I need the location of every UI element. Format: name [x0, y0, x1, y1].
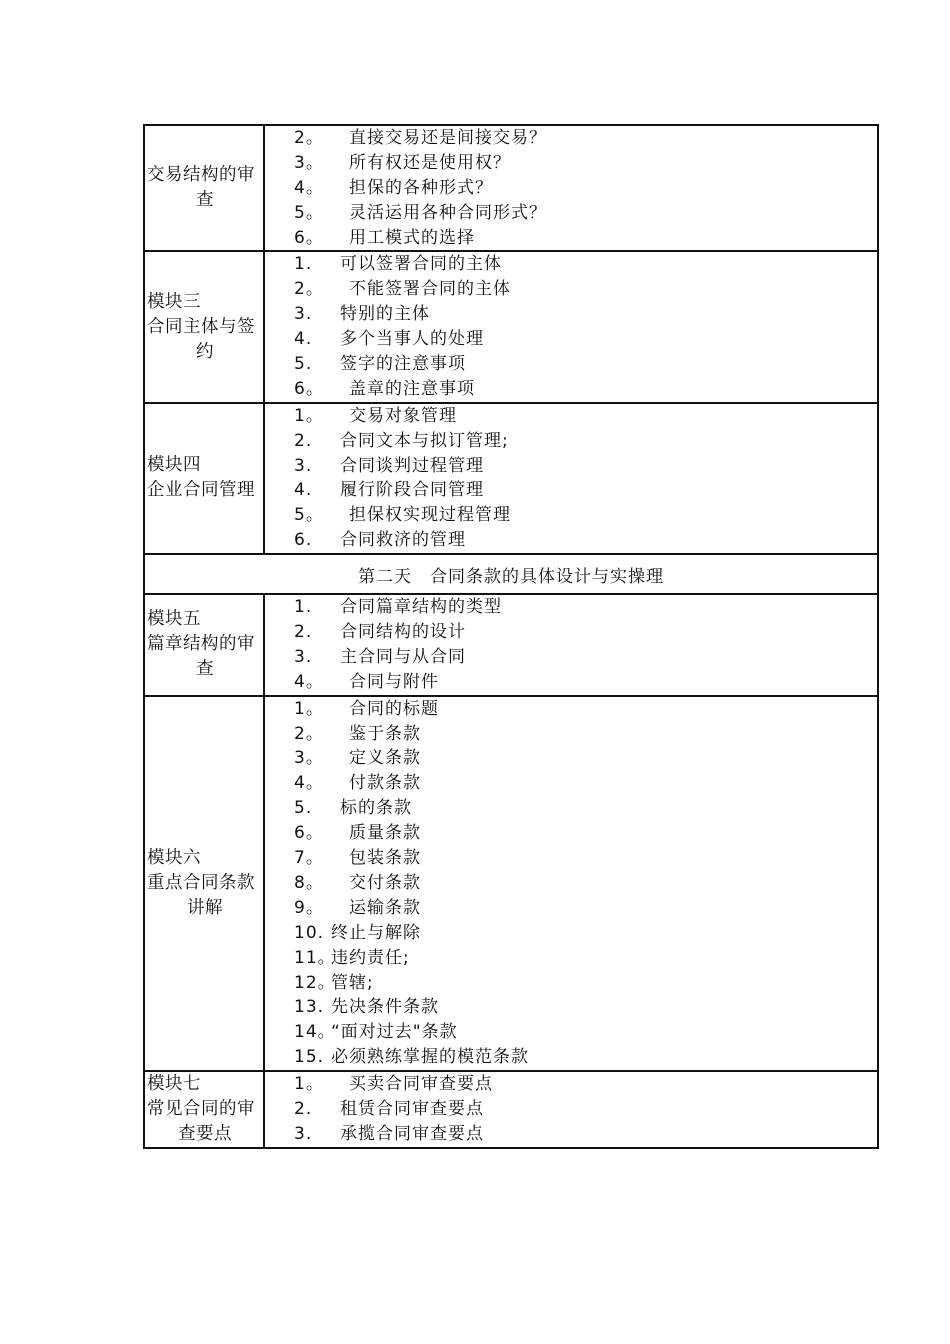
item-text: 担保的各种形式？	[349, 177, 493, 198]
module-cell	[144, 251, 264, 402]
item-text: 不能签署合同的主体	[349, 279, 511, 300]
item-number: 13.	[294, 997, 325, 1018]
item-text: 承揽合同审查要点	[340, 1124, 484, 1144]
item-text: 终止与解除	[331, 922, 421, 943]
item-number: 14。	[294, 1022, 336, 1043]
day-header-row	[144, 554, 878, 594]
list-item	[265, 377, 877, 402]
item-text: 合同结构的设计	[340, 622, 466, 643]
module-title-line: 模块三	[147, 291, 201, 312]
list-item	[265, 151, 877, 176]
module-title-line: 重点合同条款	[147, 872, 255, 893]
module-cell	[144, 1071, 264, 1148]
module-cell	[144, 403, 264, 554]
module-title-line: 查	[196, 190, 214, 211]
item-text: 合同篇章结构的类型	[340, 597, 502, 618]
list-item	[265, 971, 877, 996]
list-item	[265, 846, 877, 871]
list-item	[265, 896, 877, 921]
item-text: 包装条款	[349, 848, 421, 869]
item-number: 6。	[294, 227, 324, 248]
list-item	[265, 595, 877, 620]
module-title-line: 模块六	[147, 847, 201, 868]
module-cell	[144, 125, 264, 251]
course-outline-table	[143, 124, 879, 1149]
module-title-line: 模块五	[147, 609, 201, 630]
list-item	[265, 302, 877, 327]
list-item	[265, 1020, 877, 1045]
list-item	[265, 404, 877, 429]
item-number: 3.	[294, 455, 313, 476]
item-number: 11。	[294, 947, 336, 968]
item-number: 1.	[294, 254, 313, 275]
module-row	[144, 125, 878, 251]
module-title	[145, 290, 263, 365]
item-number: 4。	[294, 671, 324, 692]
item-number: 6。	[294, 823, 324, 844]
item-text: 合同与附件	[349, 671, 439, 692]
module-cell	[144, 594, 264, 696]
item-text: “面对过去"条款	[331, 1022, 458, 1043]
item-number: 6。	[294, 378, 324, 399]
item-number: 2.	[294, 622, 313, 643]
item-number: 12。	[294, 972, 336, 993]
item-number: 4.	[294, 329, 313, 350]
item-number: 4。	[294, 773, 324, 794]
item-text: 合同谈判过程管理	[340, 455, 484, 476]
list-item	[265, 226, 877, 251]
items-cell	[264, 696, 878, 1071]
item-number: 10.	[294, 922, 325, 943]
list-item	[265, 620, 877, 645]
item-text: 可以签署合同的主体	[340, 254, 502, 275]
module-row	[144, 251, 878, 402]
item-text: 管辖;	[331, 972, 374, 993]
list-item	[265, 126, 877, 151]
module-title-line: 查	[196, 659, 214, 680]
list-item	[265, 1122, 877, 1147]
item-number: 3.	[294, 304, 313, 325]
item-text: 签字的注意事项	[340, 354, 466, 375]
list-item	[265, 995, 877, 1020]
item-number: 1.	[294, 597, 313, 618]
item-text: 标的条款	[340, 798, 412, 819]
item-text: 合同的标题	[349, 698, 439, 719]
module-title	[145, 607, 263, 682]
list-item	[265, 946, 877, 971]
list-item	[265, 478, 877, 503]
list-item	[265, 503, 877, 528]
item-number: 2.	[294, 430, 313, 451]
module-title-line: 模块四	[147, 455, 201, 476]
item-number: 4。	[294, 177, 324, 198]
items-cell	[264, 125, 878, 251]
item-number: 1。	[294, 698, 324, 719]
module-title	[145, 846, 263, 921]
items-cell	[264, 594, 878, 696]
list-item	[265, 176, 877, 201]
module-title-line: 企业合同管理	[147, 480, 255, 501]
day-header: 第二天 合同条款的具体设计与实操理	[144, 554, 878, 594]
item-text: 必须熟练掌握的模范条款	[331, 1047, 529, 1068]
module-row	[144, 696, 878, 1071]
item-number: 4.	[294, 480, 313, 501]
module-row	[144, 1071, 878, 1148]
item-number: 3.	[294, 1124, 313, 1144]
list-item	[265, 722, 877, 747]
items-cell	[264, 1071, 878, 1148]
item-text: 付款条款	[349, 773, 421, 794]
module-title-line: 讲解	[187, 897, 223, 918]
list-item	[265, 454, 877, 479]
item-text: 运输条款	[349, 897, 421, 918]
item-text: 交易对象管理	[349, 405, 457, 426]
module-row	[144, 594, 878, 696]
item-number: 2。	[294, 723, 324, 744]
list-item	[265, 528, 877, 553]
item-text: 质量条款	[349, 823, 421, 844]
module-title-line: 查要点	[178, 1124, 232, 1145]
module-row	[144, 403, 878, 554]
item-text: 违约责任;	[331, 947, 410, 968]
item-number: 3。	[294, 748, 324, 769]
module-cell	[144, 696, 264, 1071]
item-number: 8。	[294, 872, 324, 893]
item-text: 合同文本与拟订管理;	[340, 430, 509, 451]
item-text: 租赁合同审查要点	[340, 1099, 484, 1120]
list-item	[265, 1097, 877, 1122]
list-item	[265, 201, 877, 226]
list-item	[265, 429, 877, 454]
item-text: 用工模式的选择	[349, 227, 475, 248]
item-number: 2。	[294, 128, 324, 148]
item-number: 5。	[294, 202, 324, 223]
module-title	[145, 163, 263, 213]
item-text: 特别的主体	[340, 304, 430, 325]
module-title	[145, 453, 263, 503]
item-text: 主合同与从合同	[340, 646, 466, 667]
items-cell	[264, 251, 878, 402]
item-number: 5.	[294, 798, 313, 819]
item-number: 15.	[294, 1047, 325, 1068]
list-item	[265, 252, 877, 277]
item-number: 7。	[294, 848, 324, 869]
item-number: 3.	[294, 646, 313, 667]
item-text: 交付条款	[349, 872, 421, 893]
module-title-line: 约	[196, 341, 214, 362]
item-number: 6.	[294, 530, 313, 551]
item-text: 定义条款	[349, 748, 421, 769]
items-cell	[264, 403, 878, 554]
module-title-line: 交易结构的审	[147, 165, 255, 186]
item-text: 灵活运用各种合同形式？	[349, 202, 547, 223]
item-text: 履行阶段合同管理	[340, 480, 484, 501]
item-number: 3。	[294, 152, 324, 173]
list-item	[265, 670, 877, 695]
item-number: 1。	[294, 405, 324, 426]
list-item	[265, 771, 877, 796]
item-text: 担保权实现过程管理	[349, 505, 511, 526]
item-number: 1。	[294, 1074, 324, 1095]
list-item	[265, 746, 877, 771]
item-text: 鉴于条款	[349, 723, 421, 744]
module-title-line: 常见合同的审	[147, 1099, 255, 1120]
item-number: 5.	[294, 354, 313, 375]
list-item	[265, 821, 877, 846]
module-title-line: 合同主体与签	[147, 316, 255, 337]
list-item	[265, 796, 877, 821]
item-number: 9。	[294, 897, 324, 918]
list-item	[265, 1072, 877, 1097]
item-number: 2.	[294, 1099, 313, 1120]
item-text: 先决条件条款	[331, 997, 439, 1018]
item-text: 合同救济的管理	[340, 530, 466, 551]
list-item	[265, 871, 877, 896]
module-title-line: 篇章结构的审	[147, 634, 255, 655]
item-text: 盖章的注意事项	[349, 378, 475, 399]
list-item	[265, 1045, 877, 1070]
list-item	[265, 645, 877, 670]
item-text: 买卖合同审查要点	[349, 1074, 493, 1095]
list-item	[265, 697, 877, 722]
list-item	[265, 352, 877, 377]
list-item	[265, 327, 877, 352]
item-text: 多个当事人的处理	[340, 329, 484, 350]
item-text: 所有权还是使用权？	[349, 152, 511, 173]
item-number: 2。	[294, 279, 324, 300]
module-title	[145, 1072, 263, 1147]
item-text: 直接交易还是间接交易？	[349, 128, 547, 148]
item-number: 5。	[294, 505, 324, 526]
list-item	[265, 277, 877, 302]
list-item	[265, 921, 877, 946]
module-title-line: 模块七	[147, 1074, 201, 1095]
